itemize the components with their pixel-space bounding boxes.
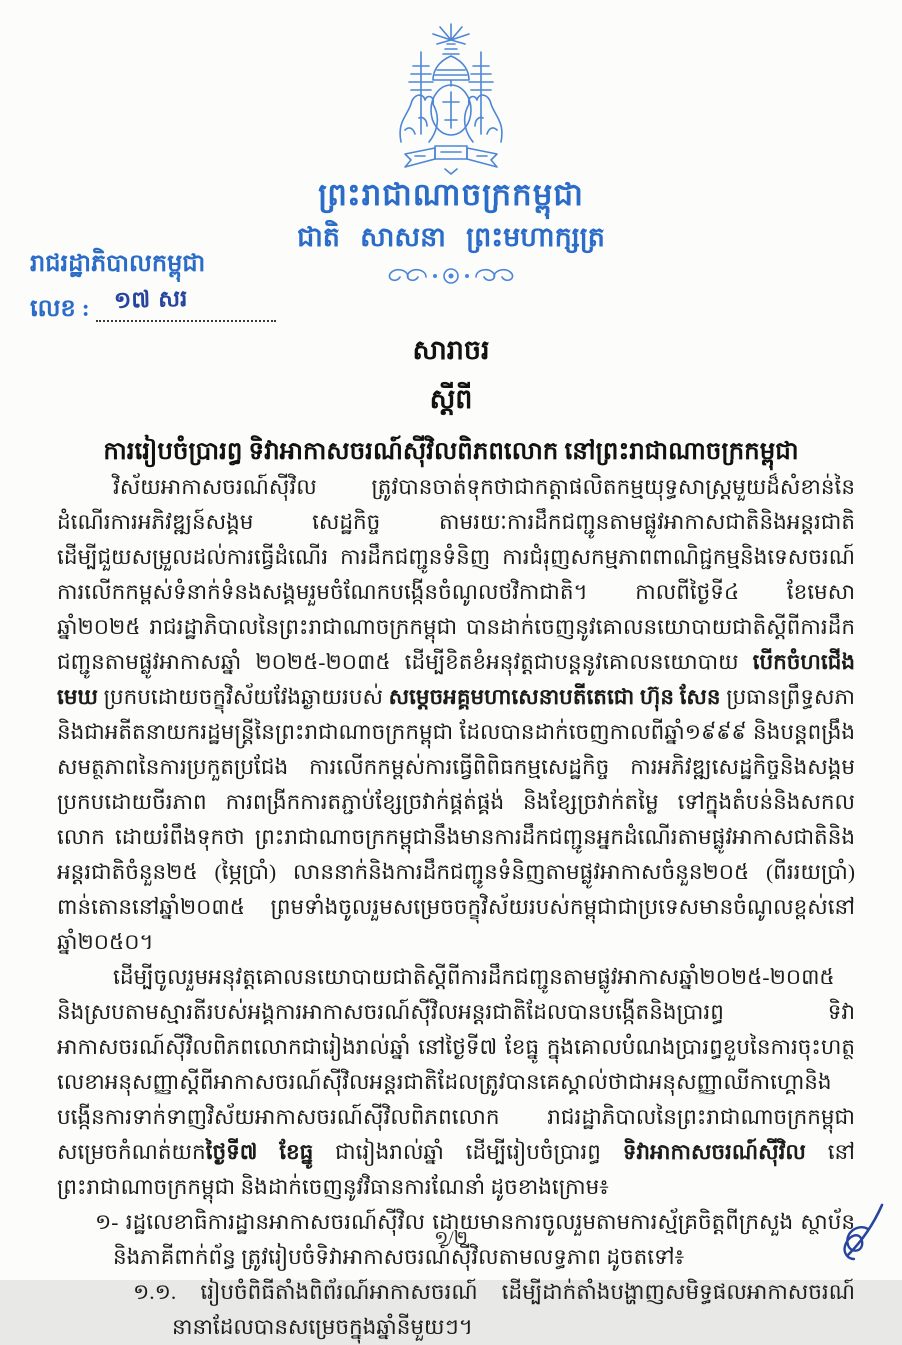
paragraph-1-text: ប្រកបដោយចក្ខុវិស័យវែងឆ្ងាយរបស់	[97, 685, 389, 709]
number-label: លេខ :	[30, 296, 90, 322]
paragraph-2-text: ជារៀងរាល់ឆ្នាំ ដើម្បីរៀបចំប្រារព្ធ	[313, 1140, 623, 1164]
document-type-title: សារាចរ	[412, 335, 490, 365]
national-motto: ជាតិ សាសនា ព្រះមហាក្សត្រ	[297, 222, 605, 252]
december-7-bold: ថ្ងៃទី៧ ខែធ្នូ	[205, 1140, 314, 1164]
document-body	[57, 470, 855, 1345]
civil-aviation-day-bold: ទិវាអាកាសចរណ៍ស៊ីវិល	[622, 1140, 806, 1164]
open-sky-policy-bold: បើកចំហជើងមេឃ	[57, 650, 855, 709]
paragraph-2	[57, 960, 855, 1205]
item-1-1-text: រៀបចំពិធីតាំងពិព័រណ៍អាកាសចរណ៍ ដើម្បីដាក់តាំងបង្ហាញសមិទ្ធផលអាកាសចរណ៍នានាដែលបានសម្រេចក្នុងឆ្នាំនីមួយៗ។	[172, 1280, 855, 1339]
item-1-1-marker: ១.១.	[133, 1280, 177, 1304]
title-block	[0, 334, 902, 471]
paragraph-2-text: នៅព្រះរាជាណាចក្រកម្ពុជា និងដាក់ចេញនូវវិធានការណែនាំ ដូចខាងក្រោម៖	[57, 1140, 855, 1199]
signature-icon	[832, 1201, 888, 1270]
document-number-line	[30, 286, 276, 328]
samdech-hun-sen-bold: សម្តេចអគ្គមហាសេនាបតីតេជោ ហ៊ុន សែន	[388, 685, 721, 709]
handwritten-number: ១៧ សរ	[113, 286, 188, 314]
item-1-text: រដ្ឋលេខាធិការដ្ឋានអាកាសចរណ៍ស៊ីវិល ដោយមានការចូលរួមតាមការស្ម័គ្រចិត្តពីក្រសួង ស្ថាប័ន និងភាគីពាក់ព័ន្ធ ត្រូវរៀបចំទិវាអាកាសចរណ៍ស៊ីវិលតាមលទ្ធភាព ដូចតទៅ៖	[113, 1210, 855, 1269]
government-label: រាជរដ្ឋាភិបាលកម្ពុជា	[30, 251, 206, 277]
subject-title: ការរៀបចំប្រារព្ធ ទិវាអាកាសចរណ៍ស៊ីវិលពិភពលោក នៅព្រះរាជាណាចក្រកម្ពុជា	[103, 438, 799, 465]
paragraph-1-text: វិស័យអាកាសចរណ៍ស៊ីវិល ត្រូវបានចាត់ទុកថាជាកត្តាផលិតកម្មយុទ្ធសាស្ត្រមួយដ៏សំខាន់នៃដំណើរការអភិវឌ្ឍន៍សង្គម សេដ្ឋកិច្ច តាមរយៈការដឹកជញ្ជូនតាមផ្លូវអាកាសជាតិនិងអន្តរជាតិ ដើម្បីជួយសម្រួលដល់ការធ្វើដំណើរ ការដឹកជញ្ជូនទំនិញ ការជំរុញសកម្មភាពពាណិជ្ជកម្មនិងទេសចរណ៍ ការលើកកម្ពស់ទំនាក់ទំនងសង្គមរួមចំណែកបង្កើនចំណូលថវិកាជាតិ។ កាលពីថ្ងៃទី៤ ខែមេសា ឆ្នាំ២០២៥ រាជរដ្ឋាភិបាលនៃព្រះរាជាណាចក្រកម្ពុជា បានដាក់ចេញនូវគោលនយោបាយជាតិស្តីពីការដឹកជញ្ជូនតាមផ្លូវអាកាសឆ្នាំ ២០២៥-២០៣៥ ដើម្បីខិតខំអនុវត្តជាបន្តនូវគោលនយោបាយ	[57, 475, 855, 674]
regarding-label: ស្តីពី	[429, 384, 473, 414]
number-dotted-line	[96, 286, 276, 322]
paragraph-1	[57, 470, 855, 960]
page-number: ១/២	[433, 1228, 469, 1249]
paragraph-2-text: ដើម្បីចូលរួមអនុវត្តគោលនយោបាយជាតិស្តីពីការដឹកជញ្ជូនតាមផ្លូវអាកាសឆ្នាំ២០២៥-២០៣៥ និងស្របតាមស្មារតីរបស់អង្គការអាកាសចរណ៍ស៊ីវិលអន្តរជាតិដែលបានបង្កើតនិងប្រារព្ធ ទិវាអាកាសចរណ៍ស៊ីវិលពិភពលោកជារៀងរាល់ឆ្នាំ នៅថ្ងៃទី៧ ខែធ្នូ ក្នុងគោលបំណងប្រារព្ធខួបនៃការចុះហត្ថលេខាអនុសញ្ញាស្តីពីអាកាសចរណ៍ស៊ីវិលអន្តរជាតិដែលត្រូវបានគេស្គាល់ថាជាអនុសញ្ញាឈីកាហ្គោនិងបង្កើនការទាក់ទាញវិស័យអាកាសចរណ៍ស៊ីវិលពិភពលោក រាជរដ្ឋាភិបាលនៃព្រះរាជាណាចក្រកម្ពុជាសម្រេចកំណត់យក	[57, 965, 855, 1164]
scroll-divider-icon	[356, 264, 546, 293]
kingdom-title: ព្រះរាជាណាចក្រកម្ពុជា	[318, 177, 584, 212]
royal-arms-icon	[385, 22, 517, 179]
paragraph-1-text: ប្រធានព្រឹទ្ធសភានិងជាអតីតនាយករដ្ឋមន្ត្រីនៃព្រះរាជាណាចក្រកម្ពុជា ដែលបានដាក់ចេញកាលពីឆ្នាំ១៩៩៩ និងបន្តពង្រឹងសមត្ថភាពនៃការប្រកួតប្រជែង ការលើកកម្ពស់ការធ្វើពិពិធកម្មសេដ្ឋកិច្ច ការអភិវឌ្ឍសេដ្ឋកិច្ចនិងសង្គមប្រកបដោយចីរភាព ការពង្រីកការតភ្ជាប់ខ្សែច្រវាក់ផ្គត់ផ្គង់ និងខ្សែច្រវាក់តម្លៃ ទៅក្នុងតំបន់និងសកលលោក ដោយរំពឹងទុកថា ព្រះរាជាណាចក្រកម្ពុជានឹងមានការដឹកជញ្ជូនអ្នកដំណើរតាមផ្លូវអាកាសជាតិនិងអន្តរជាតិចំនួន២៥ (ម្ភៃប្រាំ) លាននាក់និងការដឹកជញ្ជូនទំនិញតាមផ្លូវអាកាសចំនួន២០៥ (ពីររយប្រាំ) ពាន់តោននៅឆ្នាំ២០៣៥ ព្រមទាំងចូលរួមសម្រេចចក្ខុវិស័យរបស់កម្ពុជាជាប្រទេសមានចំណូលខ្ពស់នៅឆ្នាំ២០៥០។	[57, 685, 856, 954]
item-1-marker: ១-	[95, 1210, 119, 1234]
list-item-1-1	[57, 1275, 855, 1345]
